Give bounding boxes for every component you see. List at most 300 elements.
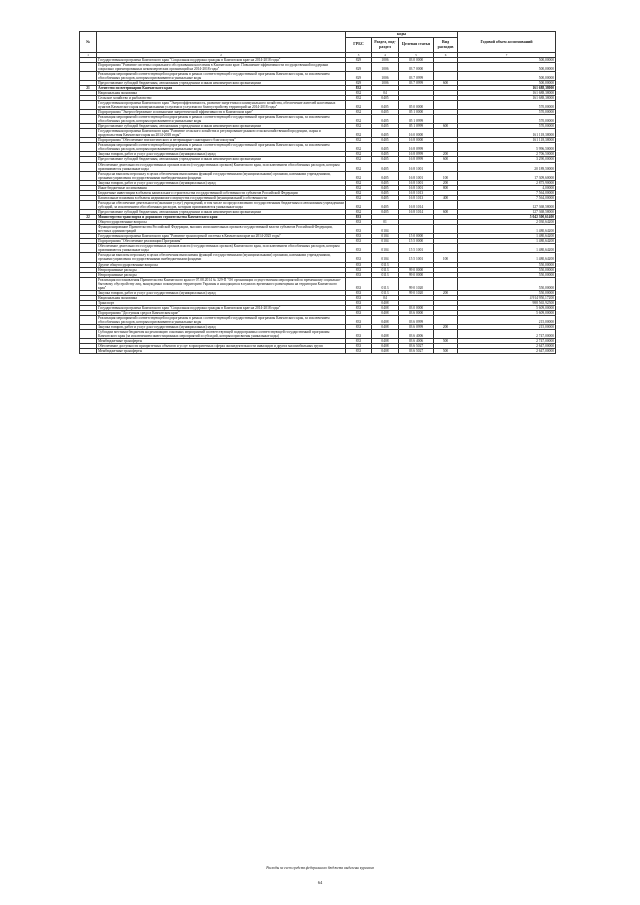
row-number	[80, 129, 97, 138]
row-razdel: 0405	[372, 185, 399, 190]
row-grbs: 832	[346, 124, 372, 129]
row-amount: 7 564,00000	[458, 190, 556, 195]
row-number	[80, 316, 97, 325]
row-name: Капитальные вложения в объекты недвижимого имущества государственной (муниципальной) собственности	[97, 195, 346, 200]
row-grbs: 829	[346, 80, 372, 85]
row-vid: 600	[434, 210, 458, 215]
row-amount: 5 609,00000	[458, 310, 556, 315]
row-amount: 127 368,58000	[458, 210, 556, 215]
row-target: 16 8 1013	[399, 190, 434, 195]
row-amount: 1 480,64200	[458, 234, 556, 239]
row-name: Обеспечение деятельности государственных органов власти (государственных органов) Камчатского края, за исключением обособленных расходов, которым присваиваются уникальные коды	[97, 162, 346, 171]
row-razdel: 0408	[372, 349, 399, 354]
row-razdel: 0104	[372, 253, 399, 262]
colnum-3: 3	[346, 52, 372, 57]
row-name: Обеспечение доступности приоритетных объектов и услуг в приоритетных сферах жизнедеятельности инвалидов и других маломобильных групп	[97, 344, 346, 349]
row-amount: 1 480,64200	[458, 239, 556, 244]
colnum-6: 6	[434, 52, 458, 57]
row-grbs: 832	[346, 171, 372, 180]
row-grbs: 829	[346, 62, 372, 71]
row-amount: 2 030,64200	[458, 220, 556, 225]
row-amount: 550,00000	[458, 272, 556, 277]
row-grbs: 833	[346, 277, 372, 290]
row-amount: 5 996,50000	[458, 143, 556, 152]
row-number	[80, 277, 97, 290]
colnum-7: 7	[458, 52, 556, 57]
row-vid: 200	[434, 180, 458, 185]
row-amount: 127 368,58000	[458, 200, 556, 209]
row-vid	[434, 330, 458, 339]
row-razdel: 1006	[372, 57, 399, 62]
row-target: 05 0 0000	[399, 100, 434, 109]
row-number: 22	[80, 215, 97, 220]
row-name: Подпрограмма "Обеспечение реализации Программы"	[97, 239, 346, 244]
row-name: Министерство транспорта и дорожного строительства Камчатского края	[97, 215, 346, 220]
row-name: Закупка товаров, работ и услуг для государственных (муниципальных) нужд	[97, 180, 346, 185]
row-name: Государственная программа Камчатского края "Развитие сельского хозяйства и регулирование рынков сельскохозяйственной продукции, сырья и продовольствия Камчатского края на 2014-2018 годы"	[97, 129, 346, 138]
table-row	[80, 253, 556, 262]
header-name	[97, 32, 346, 53]
header-target: Целевая статья	[399, 37, 434, 52]
row-grbs: 832	[346, 152, 372, 157]
row-amount: 1 480,64200	[458, 253, 556, 262]
row-amount: 500,00000	[458, 80, 556, 85]
row-target: 16 8 0999	[399, 157, 434, 162]
row-grbs: 833	[346, 339, 372, 344]
row-razdel: 0408	[372, 325, 399, 330]
row-razdel: 0405	[372, 95, 399, 100]
row-name: Бюджетные инвестиции в объекты капитального строительства государственной собственности субъектов Российской Федерации	[97, 190, 346, 195]
row-vid	[434, 100, 458, 109]
row-razdel: 0113	[372, 267, 399, 272]
colnum-2: 2	[97, 52, 346, 57]
row-razdel: 0408	[372, 330, 399, 339]
row-razdel: 0408	[372, 300, 399, 305]
row-grbs: 832	[346, 129, 372, 138]
table-body	[80, 57, 556, 354]
row-grbs: 832	[346, 100, 372, 109]
row-target: 03 6 0999	[399, 325, 434, 330]
row-target: 16 8 0999	[399, 152, 434, 157]
row-name: Функционирование Правительства Российской Федерации, высших исполнительных органов государственной власти субъектов Российской Федерации, местных администраций	[97, 225, 346, 234]
row-name: Предоставление субсидий бюджетным, автономным учреждениям и иным некоммерческим организациям	[97, 80, 346, 85]
row-razdel: 0104	[372, 234, 399, 239]
row-name: Реализация мероприятий соответствующей подпрограммы в рамках соответствующей государственной программы Камчатского края, за исключением обособленных расходов, которым присваиваются уникальные коды	[97, 143, 346, 152]
row-razdel: 0405	[372, 180, 399, 185]
row-grbs: 833	[346, 325, 372, 330]
header-amount: Годовой объем ассигнований	[458, 32, 556, 53]
row-grbs: 832	[346, 180, 372, 185]
row-amount: 550,00000	[458, 262, 556, 267]
row-grbs: 829	[346, 57, 372, 62]
row-target: 99 0 0000	[399, 272, 434, 277]
row-number	[80, 143, 97, 152]
row-target: 99 0 0000	[399, 267, 434, 272]
row-target: 16 8 1001	[399, 162, 434, 171]
row-target: 16 8 1001	[399, 171, 434, 180]
footnote: Расходы за счет средств федерального бюджета выделены курсивом	[266, 866, 374, 870]
row-vid	[434, 143, 458, 152]
row-vid: 600	[434, 157, 458, 162]
row-vid	[434, 316, 458, 325]
row-razdel: 0113	[372, 262, 399, 267]
colnum-1: 1	[80, 52, 97, 57]
row-razdel: 0113	[372, 272, 399, 277]
row-amount: 2 747,00000	[458, 339, 556, 344]
row-amount: 988 565,92500	[458, 300, 556, 305]
row-razdel: 1006	[372, 80, 399, 85]
row-razdel: 0113	[372, 277, 399, 290]
row-grbs: 833	[346, 305, 372, 310]
row-grbs: 832	[346, 95, 372, 100]
row-amount: 550,00000	[458, 267, 556, 272]
row-grbs: 833	[346, 244, 372, 253]
row-number	[80, 200, 97, 209]
row-razdel: 0408	[372, 305, 399, 310]
row-name: Субсидии местным бюджетам на реализацию основных мероприятий соответствующей подпрограммы соответствующей государственной программы Камчатского края (за исключением инвестиционных мероприятий и субсидий, которым присвоены уникальные коды)	[97, 330, 346, 339]
row-razdel: 0408	[372, 310, 399, 315]
row-grbs: 829	[346, 71, 372, 80]
row-name: Национальная экономика	[97, 295, 346, 300]
row-grbs: 832	[346, 85, 372, 90]
row-vid	[434, 225, 458, 234]
budget-sheet	[79, 31, 555, 354]
row-vid	[434, 115, 458, 124]
row-razdel: 0405	[372, 129, 399, 138]
table-row	[80, 100, 556, 109]
row-grbs: 833	[346, 330, 372, 339]
row-razdel: 0405	[372, 195, 399, 200]
row-target: 16 8 0000	[399, 138, 434, 143]
row-name: Реализация мероприятий соответствующей подпрограммы в рамках соответствующей государственной программы Камчатского края, за исключением обособленных расходов, которым присваиваются уникальные коды	[97, 316, 346, 325]
row-grbs: 832	[346, 138, 372, 143]
row-name: Сельское хозяйство и рыболовство	[97, 95, 346, 100]
row-name: Предоставление субсидий бюджетным, автономным учреждениям и иным некоммерческим организациям	[97, 157, 346, 162]
row-grbs: 832	[346, 90, 372, 95]
row-target: 05 1 0000	[399, 110, 434, 115]
row-target: 03 7 0999	[399, 71, 434, 80]
row-amount: 3 290,00000	[458, 157, 556, 162]
row-amount: 161 118,38000	[458, 129, 556, 138]
row-number	[80, 62, 97, 71]
row-vid: 400	[434, 195, 458, 200]
row-razdel: 0405	[372, 190, 399, 195]
row-name: Подпрограмма "Энергосбережение и повышение энергетической эффективности в Камчатском крае"	[97, 110, 346, 115]
row-vid: 800	[434, 185, 458, 190]
table-row	[80, 162, 556, 171]
row-amount: 2 647,00000	[458, 349, 556, 354]
row-name: Иные бюджетные ассигнования	[97, 185, 346, 190]
row-razdel: 0113	[372, 290, 399, 295]
row-amount: 1 480,64200	[458, 244, 556, 253]
row-name: Другие общегосударственные вопросы	[97, 262, 346, 267]
row-amount: 161 688,38000	[458, 95, 556, 100]
row-grbs: 832	[346, 195, 372, 200]
row-grbs: 833	[346, 239, 372, 244]
row-vid	[434, 200, 458, 209]
row-grbs: 833	[346, 215, 372, 220]
row-amount: 5 042 300,61400	[458, 215, 556, 220]
header-vid: Вид расходов	[434, 37, 458, 52]
row-grbs: 833	[346, 253, 372, 262]
row-target	[399, 225, 434, 234]
row-grbs: 832	[346, 157, 372, 162]
row-number	[80, 253, 97, 262]
row-grbs: 833	[346, 267, 372, 272]
row-target: 15 5 1001	[399, 244, 434, 253]
row-grbs: 833	[346, 344, 372, 349]
row-number	[80, 244, 97, 253]
row-name: Государственная программа Камчатского края "Социальная поддержка граждан в Камчатском крае на 2014-2018 годы"	[97, 305, 346, 310]
row-name: Предоставление субсидий бюджетным, автономным учреждениям и иным некоммерческим организациям	[97, 124, 346, 129]
row-amount: 570,00000	[458, 124, 556, 129]
row-grbs: 832	[346, 210, 372, 215]
table-row	[80, 71, 556, 80]
row-grbs: 832	[346, 190, 372, 195]
row-number: 21	[80, 85, 97, 90]
row-amount: 500,00000	[458, 71, 556, 80]
row-name: Расходы на выплаты персоналу в целях обеспечения выполнения функций государственными (муниципальными) органами, казенными учреждениями, органами управления государственными внебюджетными фондами	[97, 253, 346, 262]
row-vid	[434, 162, 458, 171]
row-grbs: 833	[346, 300, 372, 305]
row-vid: 100	[434, 253, 458, 262]
page-number: 64	[317, 880, 323, 885]
row-razdel: 0405	[372, 210, 399, 215]
colnum-5: 5	[399, 52, 434, 57]
row-target: 03 6 5027	[399, 349, 434, 354]
row-name: Обеспечение деятельности государственных органов власти (государственных органов) Камчатского края, за исключением обособленных расходов, которым присваиваются уникальные коды	[97, 244, 346, 253]
row-razdel: 0405	[372, 171, 399, 180]
row-vid	[434, 277, 458, 290]
row-grbs: 832	[346, 110, 372, 115]
row-target: 15 5 1001	[399, 253, 434, 262]
row-amount: 550,00000	[458, 277, 556, 290]
table-row	[80, 129, 556, 138]
row-target: 99 0 1020	[399, 290, 434, 295]
row-name: Реализация мероприятий соответствующей подпрограммы в рамках соответствующей государственной программы Камчатского края, за исключением обособленных расходов, которым присваиваются уникальные коды	[97, 71, 346, 80]
row-target: 16 8 1001	[399, 180, 434, 185]
row-target: 05 1 0999	[399, 115, 434, 124]
row-name: Непрограммные расходы	[97, 272, 346, 277]
row-target: 03 0 0000	[399, 57, 434, 62]
row-razdel: 0405	[372, 152, 399, 157]
row-name: Закупка товаров, работ и услуг для государственных (муниципальных) нужд	[97, 325, 346, 330]
row-name: Предоставление субсидий бюджетным, автономным учреждениям и иным некоммерческим организациям	[97, 210, 346, 215]
row-number	[80, 225, 97, 234]
row-razdel: 0405	[372, 200, 399, 209]
row-vid: 200	[434, 290, 458, 295]
row-razdel: 0104	[372, 225, 399, 234]
row-number	[80, 162, 97, 171]
row-amount: 2 747,00000	[458, 330, 556, 339]
row-amount: 7 564,00000	[458, 195, 556, 200]
row-amount: 2 706,50000	[458, 152, 556, 157]
row-grbs: 832	[346, 115, 372, 124]
row-amount: 570,00000	[458, 110, 556, 115]
row-razdel: 0405	[372, 110, 399, 115]
header-row-1	[80, 32, 556, 38]
header-num: №	[80, 32, 97, 53]
row-target: 15 0 0000	[399, 234, 434, 239]
row-name: Общегосударственные вопросы	[97, 220, 346, 225]
row-vid	[434, 62, 458, 71]
row-grbs: 833	[346, 225, 372, 234]
row-vid: 500	[434, 339, 458, 344]
row-razdel: 0104	[372, 239, 399, 244]
row-grbs: 832	[346, 162, 372, 171]
row-target: 03 6 4006	[399, 330, 434, 339]
row-amount: 1 480,64200	[458, 225, 556, 234]
row-razdel: 0408	[372, 339, 399, 344]
row-name: Подпрограмма "Обеспечение эпизоотического и ветеринарно-санитарного благополучия"	[97, 138, 346, 143]
row-vid: 200	[434, 152, 458, 157]
table-row	[80, 225, 556, 234]
row-grbs: 833	[346, 316, 372, 325]
row-razdel: 1006	[372, 71, 399, 80]
table-row	[80, 316, 556, 325]
row-target: 03 6 5027	[399, 344, 434, 349]
row-target: 03 0 0000	[399, 305, 434, 310]
row-name: Подпрограмма "Развитие системы социального обслуживания населения в Камчатском крае. Повышение эффективности государственной поддержки социально ориентированных некоммерческих организаций на 2014-2018 годы"	[97, 62, 346, 71]
row-amount: 161 688,38000	[458, 90, 556, 95]
row-amount: 570,00000	[458, 100, 556, 109]
row-razdel: 0104	[372, 244, 399, 253]
row-razdel: 0405	[372, 157, 399, 162]
row-amount: 161 688,38000	[458, 85, 556, 90]
row-razdel: 04	[372, 295, 399, 300]
table-row	[80, 171, 556, 180]
row-name: Агентство по ветеринарии Камчатского края	[97, 85, 346, 90]
row-grbs: 832	[346, 200, 372, 209]
row-name: Реализация мероприятий соответствующей подпрограммы в рамках соответствующей государственной программы Камчатского края, за исключением обособленных расходов, которым присваиваются уникальные коды	[97, 115, 346, 124]
row-target: 16 8 1013	[399, 195, 434, 200]
table-row	[80, 62, 556, 71]
row-number	[80, 330, 97, 339]
row-target: 15 5 0000	[399, 239, 434, 244]
row-grbs: 833	[346, 349, 372, 354]
row-target: 03 7 0000	[399, 62, 434, 71]
table-row	[80, 200, 556, 209]
row-grbs: 833	[346, 234, 372, 239]
row-name: Государственная программа Камчатского края "Развитие транспортной системы в Камчатском крае на 2014-2025 годы"	[97, 234, 346, 239]
row-vid	[434, 129, 458, 138]
row-target: 16 8 1014	[399, 210, 434, 215]
row-target: 03 6 0000	[399, 310, 434, 315]
header-grbs: ГРБС	[346, 37, 372, 52]
row-amount: 215,00000	[458, 325, 556, 330]
row-target: 16 8 0999	[399, 143, 434, 152]
row-razdel: 01	[372, 220, 399, 225]
row-vid	[434, 244, 458, 253]
row-grbs: 833	[346, 262, 372, 267]
row-amount: 5 609,00000	[458, 305, 556, 310]
table-row	[80, 115, 556, 124]
row-target: 03 6 0999	[399, 316, 434, 325]
row-target: 99 0 1020	[399, 277, 434, 290]
header-codes: коды	[346, 32, 458, 38]
table-row	[80, 349, 556, 354]
row-amount: 4 914 950,17200	[458, 295, 556, 300]
row-grbs: 832	[346, 143, 372, 152]
row-vid	[434, 71, 458, 80]
row-vid: 600	[434, 80, 458, 85]
row-razdel: 0405	[372, 115, 399, 124]
row-amount: 550,00000	[458, 290, 556, 295]
row-number	[80, 100, 97, 109]
row-name: Национальная экономика	[97, 90, 346, 95]
row-name: Межбюджетные трансферты	[97, 339, 346, 344]
row-grbs: 833	[346, 295, 372, 300]
row-amount: 570,00000	[458, 115, 556, 124]
row-number	[80, 115, 97, 124]
row-name: Закупка товаров, работ и услуг для государственных (муниципальных) нужд	[97, 290, 346, 295]
row-target: 05 1 0999	[399, 124, 434, 129]
row-razdel: 04	[372, 90, 399, 95]
row-name: Государственная программа Камчатского края "Социальная поддержка граждан в Камчатском крае на 2014-2018 годы"	[97, 57, 346, 62]
row-target: 16 0 0000	[399, 129, 434, 138]
table-row	[80, 143, 556, 152]
header-razdel: Раздел, под-раздел	[372, 37, 399, 52]
row-name: Непрограммные расходы	[97, 267, 346, 272]
row-amount: 215,00000	[458, 316, 556, 325]
row-name: Расходы на обеспечение деятельности (оказание услуг) учреждений, в том числе по предоставлению государственным бюджетным и автономным учреждениям субсидий, за исключением обособленных расходов, которым присваиваются уникальные коды	[98, 200, 344, 209]
table-row	[80, 244, 556, 253]
row-grbs: 833	[346, 290, 372, 295]
row-name: Межбюджетные трансферты	[97, 349, 346, 354]
colnum-4: 4	[372, 52, 399, 57]
row-razdel: 0405	[372, 100, 399, 109]
row-amount: 4,00000	[458, 185, 556, 190]
row-grbs: 832	[346, 185, 372, 190]
row-name: Расходы на выплаты персоналу в целях обеспечения выполнения функций государственными (муниципальными) органами, казенными учреждениями, органами управления государственными внебюджетными фондами	[97, 171, 346, 180]
table-row	[80, 277, 556, 290]
row-target: 16 8 1014	[399, 200, 434, 209]
row-razdel: 0405	[372, 162, 399, 171]
row-target: 16 8 1001	[399, 185, 434, 190]
row-amount: 500,00000	[458, 57, 556, 62]
row-name: Транспорт	[97, 300, 346, 305]
budget-table	[79, 31, 556, 354]
row-target: 03 7 0999	[399, 80, 434, 85]
row-grbs: 833	[346, 310, 372, 315]
row-razdel: 0405	[372, 124, 399, 129]
row-vid: 500	[434, 349, 458, 354]
row-grbs: 833	[346, 220, 372, 225]
row-razdel: 0405	[372, 143, 399, 152]
row-name: Закупка товаров, работ и услуг для государственных (муниципальных) нужд	[97, 152, 346, 157]
row-razdel: 1006	[372, 62, 399, 71]
row-name: Государственная программа Камчатского края "Энергоэффективность, развитие энергетики и коммунального хозяйства, обеспечение жителей населенных пунктов Камчатского края коммунальными услугами и услугами по благоустройству территорий на 2014-2018 годы"	[97, 100, 346, 109]
row-number	[80, 71, 97, 80]
row-name: Подпрограмма "Доступная среда в Камчатском крае"	[97, 310, 346, 315]
row-target: 03 6 4006	[399, 339, 434, 344]
row-razdel: 0405	[372, 138, 399, 143]
row-number	[80, 349, 97, 354]
row-amount: 2 647,00000	[458, 344, 556, 349]
row-amount: 500,00000	[458, 62, 556, 71]
row-name: Реализация постановления Правительства Камчатского края от 07.08.2014 № 329-П "Об организации осуществления мероприятий по временному социально-бытовому обустройству лиц, вынужденно покинувших территорию Украины и находящихся в пунктах временного размещения на территории Камчатского края"	[97, 277, 346, 290]
table-row	[80, 330, 556, 339]
row-vid: 200	[434, 325, 458, 330]
row-vid: 600	[434, 124, 458, 129]
row-amount: 2 875,90000	[458, 180, 556, 185]
row-grbs: 833	[346, 272, 372, 277]
row-amount: 17 309,60000	[458, 171, 556, 180]
row-amount: 20 189,50000	[458, 162, 556, 171]
row-vid: 100	[434, 171, 458, 180]
row-number	[80, 171, 97, 180]
row-razdel: 0408	[372, 344, 399, 349]
